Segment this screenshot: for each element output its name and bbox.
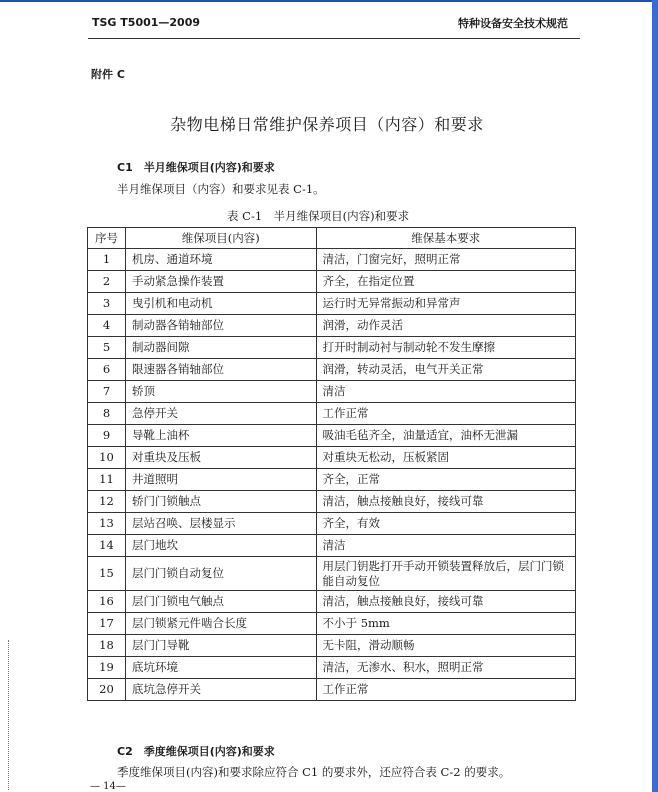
header-code: TSG T5001—2009 — [92, 16, 201, 29]
table-row — [88, 591, 576, 613]
cell-no: 19 — [88, 657, 126, 679]
table-row — [88, 293, 576, 315]
table-row — [88, 425, 576, 447]
cell-no: 10 — [88, 447, 126, 469]
cell-no: 17 — [88, 613, 126, 635]
cell-item: 层门门锁电气触点 — [125, 591, 316, 613]
header-category: 特种设备安全技术规范 — [458, 17, 568, 30]
table-row — [88, 337, 576, 359]
cell-requirement: 清洁 — [316, 381, 575, 403]
header-item: 维保项目(内容) — [125, 228, 316, 249]
table-row — [88, 535, 576, 557]
cell-no: 6 — [88, 359, 126, 381]
cell-no: 12 — [88, 491, 126, 513]
cell-item: 急停开关 — [125, 403, 316, 425]
cell-item: 机房、通道环境 — [125, 249, 316, 271]
table-row — [88, 381, 576, 403]
cell-requirement: 工作正常 — [316, 403, 575, 425]
table-row — [88, 315, 576, 337]
cell-item: 底坑环境 — [125, 657, 316, 679]
cell-no: 16 — [88, 591, 126, 613]
cell-item: 井道照明 — [125, 469, 316, 491]
maintenance-table — [87, 227, 576, 701]
table-row — [88, 491, 576, 513]
cell-requirement: 齐全，在指定位置 — [316, 271, 575, 293]
cell-item: 轿顶 — [125, 381, 316, 403]
cell-no: 14 — [88, 535, 126, 557]
cell-requirement: 打开时制动衬与制动轮不发生摩擦 — [316, 337, 575, 359]
cell-no: 3 — [88, 293, 126, 315]
cell-requirement: 齐全，正常 — [316, 469, 575, 491]
cell-item: 手动紧急操作装置 — [125, 271, 316, 293]
table-row — [88, 359, 576, 381]
cell-no: 15 — [88, 557, 126, 591]
cell-item: 导靴上油杯 — [125, 425, 316, 447]
cell-item: 层站召唤、层楼显示 — [125, 513, 316, 535]
table-row — [88, 613, 576, 635]
cell-no: 7 — [88, 381, 126, 403]
cell-item: 制动器间隙 — [125, 337, 316, 359]
cell-item: 对重块及压板 — [125, 447, 316, 469]
cell-requirement: 润滑，动作灵活 — [316, 315, 575, 337]
cell-requirement: 润滑，转动灵活，电气开关正常 — [316, 359, 575, 381]
cell-requirement: 齐全，有效 — [316, 513, 575, 535]
cell-no: 2 — [88, 271, 126, 293]
table-row — [88, 657, 576, 679]
page-number: — 14— — [90, 781, 126, 792]
cell-item: 底坑急停开关 — [125, 679, 316, 701]
page-title-text: 杂物电梯日常维护保养项目（内容）和要求 — [170, 115, 484, 134]
cell-requirement: 对重块无松动，压板紧固 — [316, 447, 575, 469]
cell-requirement: 不小于 5mm — [316, 613, 575, 635]
cell-item: 层门锁紧元件啮合长度 — [125, 613, 316, 635]
cell-requirement: 清洁 — [316, 535, 575, 557]
cell-no: 18 — [88, 635, 126, 657]
cell-no: 20 — [88, 679, 126, 701]
cell-item: 制动器各销轴部位 — [125, 315, 316, 337]
table-row — [88, 679, 576, 701]
appendix-label: 附件 C — [91, 68, 125, 81]
table-row — [88, 557, 576, 591]
section1-text: 半月维保项目（内容）和要求见表 C-1。 — [117, 182, 325, 196]
cell-item: 层门门锁自动复位 — [125, 557, 316, 591]
cell-no: 9 — [88, 425, 126, 447]
table-row — [88, 249, 576, 271]
table-caption: 表 C-1 半月维保项目(内容)和要求 — [227, 209, 410, 223]
cell-requirement: 清洁，门窗完好，照明正常 — [316, 249, 575, 271]
cell-no: 11 — [88, 469, 126, 491]
table-row — [88, 513, 576, 535]
table-body — [88, 249, 576, 701]
cell-requirement: 工作正常 — [316, 679, 575, 701]
section2-heading: C2 季度维保项目(内容)和要求 — [117, 745, 275, 758]
table-row — [88, 271, 576, 293]
window-right-border — [652, 0, 658, 792]
cell-requirement: 清洁，无渗水、积水，照明正常 — [316, 657, 575, 679]
cell-requirement: 无卡阻，滑动顺畅 — [316, 635, 575, 657]
page-title — [0, 112, 652, 135]
cell-item: 限速器各销轴部位 — [125, 359, 316, 381]
cell-no: 13 — [88, 513, 126, 535]
cell-no: 1 — [88, 249, 126, 271]
table-row — [88, 447, 576, 469]
cell-item: 轿门门锁触点 — [125, 491, 316, 513]
section1-heading: C1 半月维保项目(内容)和要求 — [117, 161, 275, 174]
cell-item: 曳引机和电动机 — [125, 293, 316, 315]
table-row — [88, 403, 576, 425]
cell-no: 4 — [88, 315, 126, 337]
cell-item: 层门门导靴 — [125, 635, 316, 657]
cell-requirement: 运行时无异常振动和异常声 — [316, 293, 575, 315]
cell-item: 层门地坎 — [125, 535, 316, 557]
cell-requirement: 吸油毛毡齐全，油量适宜，油杯无泄漏 — [316, 425, 575, 447]
cell-no: 5 — [88, 337, 126, 359]
cell-requirement: 用层门钥匙打开手动开锁装置释放后，层门门锁能自动复位 — [316, 557, 575, 591]
section2-text: 季度维保项目(内容)和要求除应符合 C1 的要求外，还应符合表 C-2 的要求。 — [117, 765, 511, 779]
table-header-row — [88, 228, 576, 249]
cell-no: 8 — [88, 403, 126, 425]
cell-requirement: 清洁，触点接触良好，接线可靠 — [316, 491, 575, 513]
header-rule — [88, 38, 580, 39]
table-row — [88, 469, 576, 491]
cell-requirement: 清洁，触点接触良好，接线可靠 — [316, 591, 575, 613]
table-row — [88, 635, 576, 657]
header-no: 序号 — [88, 228, 126, 249]
header-requirement: 维保基本要求 — [316, 228, 575, 249]
